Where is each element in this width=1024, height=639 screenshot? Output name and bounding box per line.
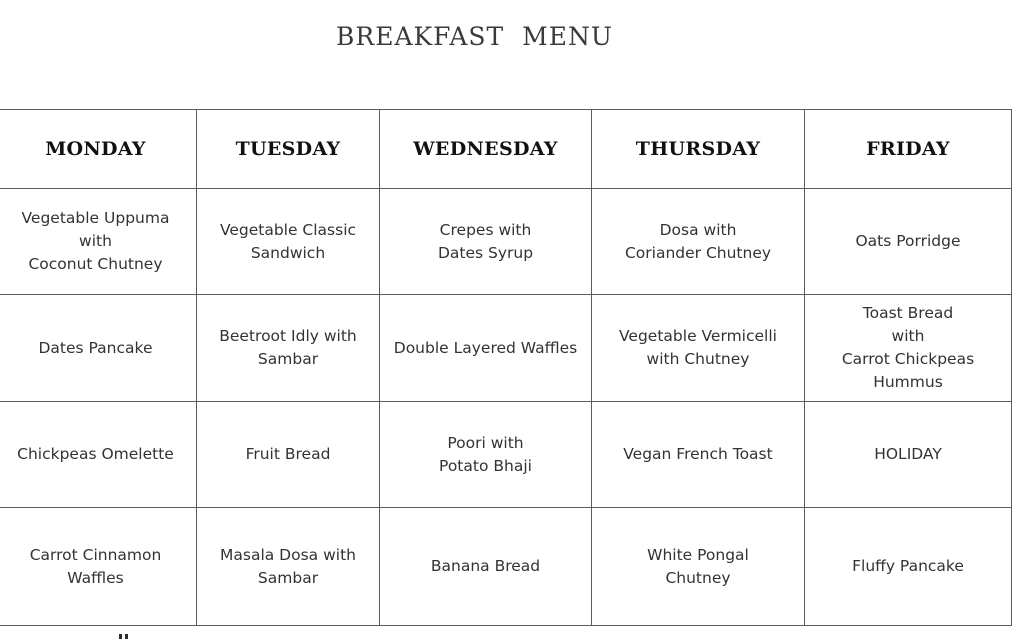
menu-item-line: Sandwich [250, 243, 326, 262]
menu-cell-monday [0, 189, 197, 295]
menu-item-line: with Chutney [646, 350, 750, 368]
menu-item-line: Sambar [257, 568, 319, 587]
menu-cell-thursday [592, 508, 805, 626]
menu-row [0, 295, 1012, 402]
day-header-wednesday: WEDNESDAY [380, 110, 592, 189]
menu-item-line: Toast Bread [862, 304, 954, 322]
menu-cell-friday [805, 402, 1012, 508]
day-header-tuesday: TUESDAY [197, 110, 380, 189]
day-header-friday: FRIDAY [805, 110, 1012, 189]
menu-item-line: Chutney [665, 568, 731, 587]
menu-item-line: Vegan French Toast [623, 445, 773, 463]
menu-row [0, 402, 1012, 508]
menu-cell-friday [805, 508, 1012, 626]
menu-item-line: Hummus [873, 373, 943, 391]
menu-item-line: Carrot Chickpeas [841, 350, 975, 368]
menu-item-line: Sambar [257, 350, 319, 368]
menu-item-line: White Pongal [647, 545, 749, 564]
menu-cell-tuesday [197, 508, 380, 626]
menu-cell-tuesday [197, 402, 380, 508]
header-row [0, 110, 1012, 189]
menu-item-line: with [79, 232, 112, 250]
menu-item-line: Fluffy Pancake [852, 557, 964, 575]
menu-cell-tuesday [197, 295, 380, 402]
menu-cell-wednesday [380, 189, 592, 295]
menu-item-line: Double Layered Waffles [393, 338, 578, 357]
menu-item-line: with [891, 327, 925, 345]
menu-item-line: Chickpeas Omelette [17, 445, 174, 463]
menu-item-line: Crepes with [439, 220, 532, 239]
menu-cell-thursday [592, 295, 805, 402]
menu-cell-wednesday [380, 402, 592, 508]
menu-cell-wednesday [380, 295, 592, 402]
menu-item-line: Vegetable Uppuma [21, 209, 170, 227]
menu-item-line: Dosa with [659, 220, 737, 239]
menu-item-line: Poori with [447, 433, 524, 452]
menu-item-line: Beetroot Idly with [219, 327, 357, 345]
menu-title: BREAKFAST MENU [336, 22, 613, 51]
menu-item-line: Vegetable Vermicelli [619, 327, 777, 345]
day-header-thursday: THURSDAY [592, 110, 805, 189]
menu-item-line: Dates Pancake [38, 338, 153, 357]
menu-item-line: Carrot Cinnamon [29, 545, 162, 564]
day-header-monday: MONDAY [0, 110, 197, 189]
menu-item-line: Potato Bhaji [439, 456, 532, 475]
menu-cell-wednesday [380, 508, 592, 626]
menu-cell-friday [805, 295, 1012, 402]
menu-item-line: Dates Syrup [437, 243, 534, 262]
menu-item-line: Coriander Chutney [624, 243, 772, 262]
menu-cell-thursday [592, 402, 805, 508]
menu-item-line: Waffles [67, 568, 124, 587]
menu-item-line: Masala Dosa with [220, 545, 356, 564]
menu-item-line: HOLIDAY [874, 445, 942, 463]
menu-body [0, 189, 1012, 626]
menu-cell-monday [0, 508, 197, 626]
cropped-text-fragment [119, 630, 133, 639]
menu-cell-monday [0, 295, 197, 402]
menu-cell-tuesday [197, 189, 380, 295]
menu-cell-friday [805, 189, 1012, 295]
breakfast-menu-table [0, 109, 1012, 626]
menu-item-line: Fruit Bread [245, 445, 331, 463]
menu-row [0, 508, 1012, 626]
menu-item-line: Coconut Chutney [28, 255, 163, 273]
menu-cell-thursday [592, 189, 805, 295]
menu-item-line: Banana Bread [430, 557, 541, 575]
menu-item-line: Oats Porridge [855, 232, 961, 250]
menu-item-line: Vegetable Classic [219, 220, 357, 239]
menu-cell-monday [0, 402, 197, 508]
menu-row [0, 189, 1012, 295]
